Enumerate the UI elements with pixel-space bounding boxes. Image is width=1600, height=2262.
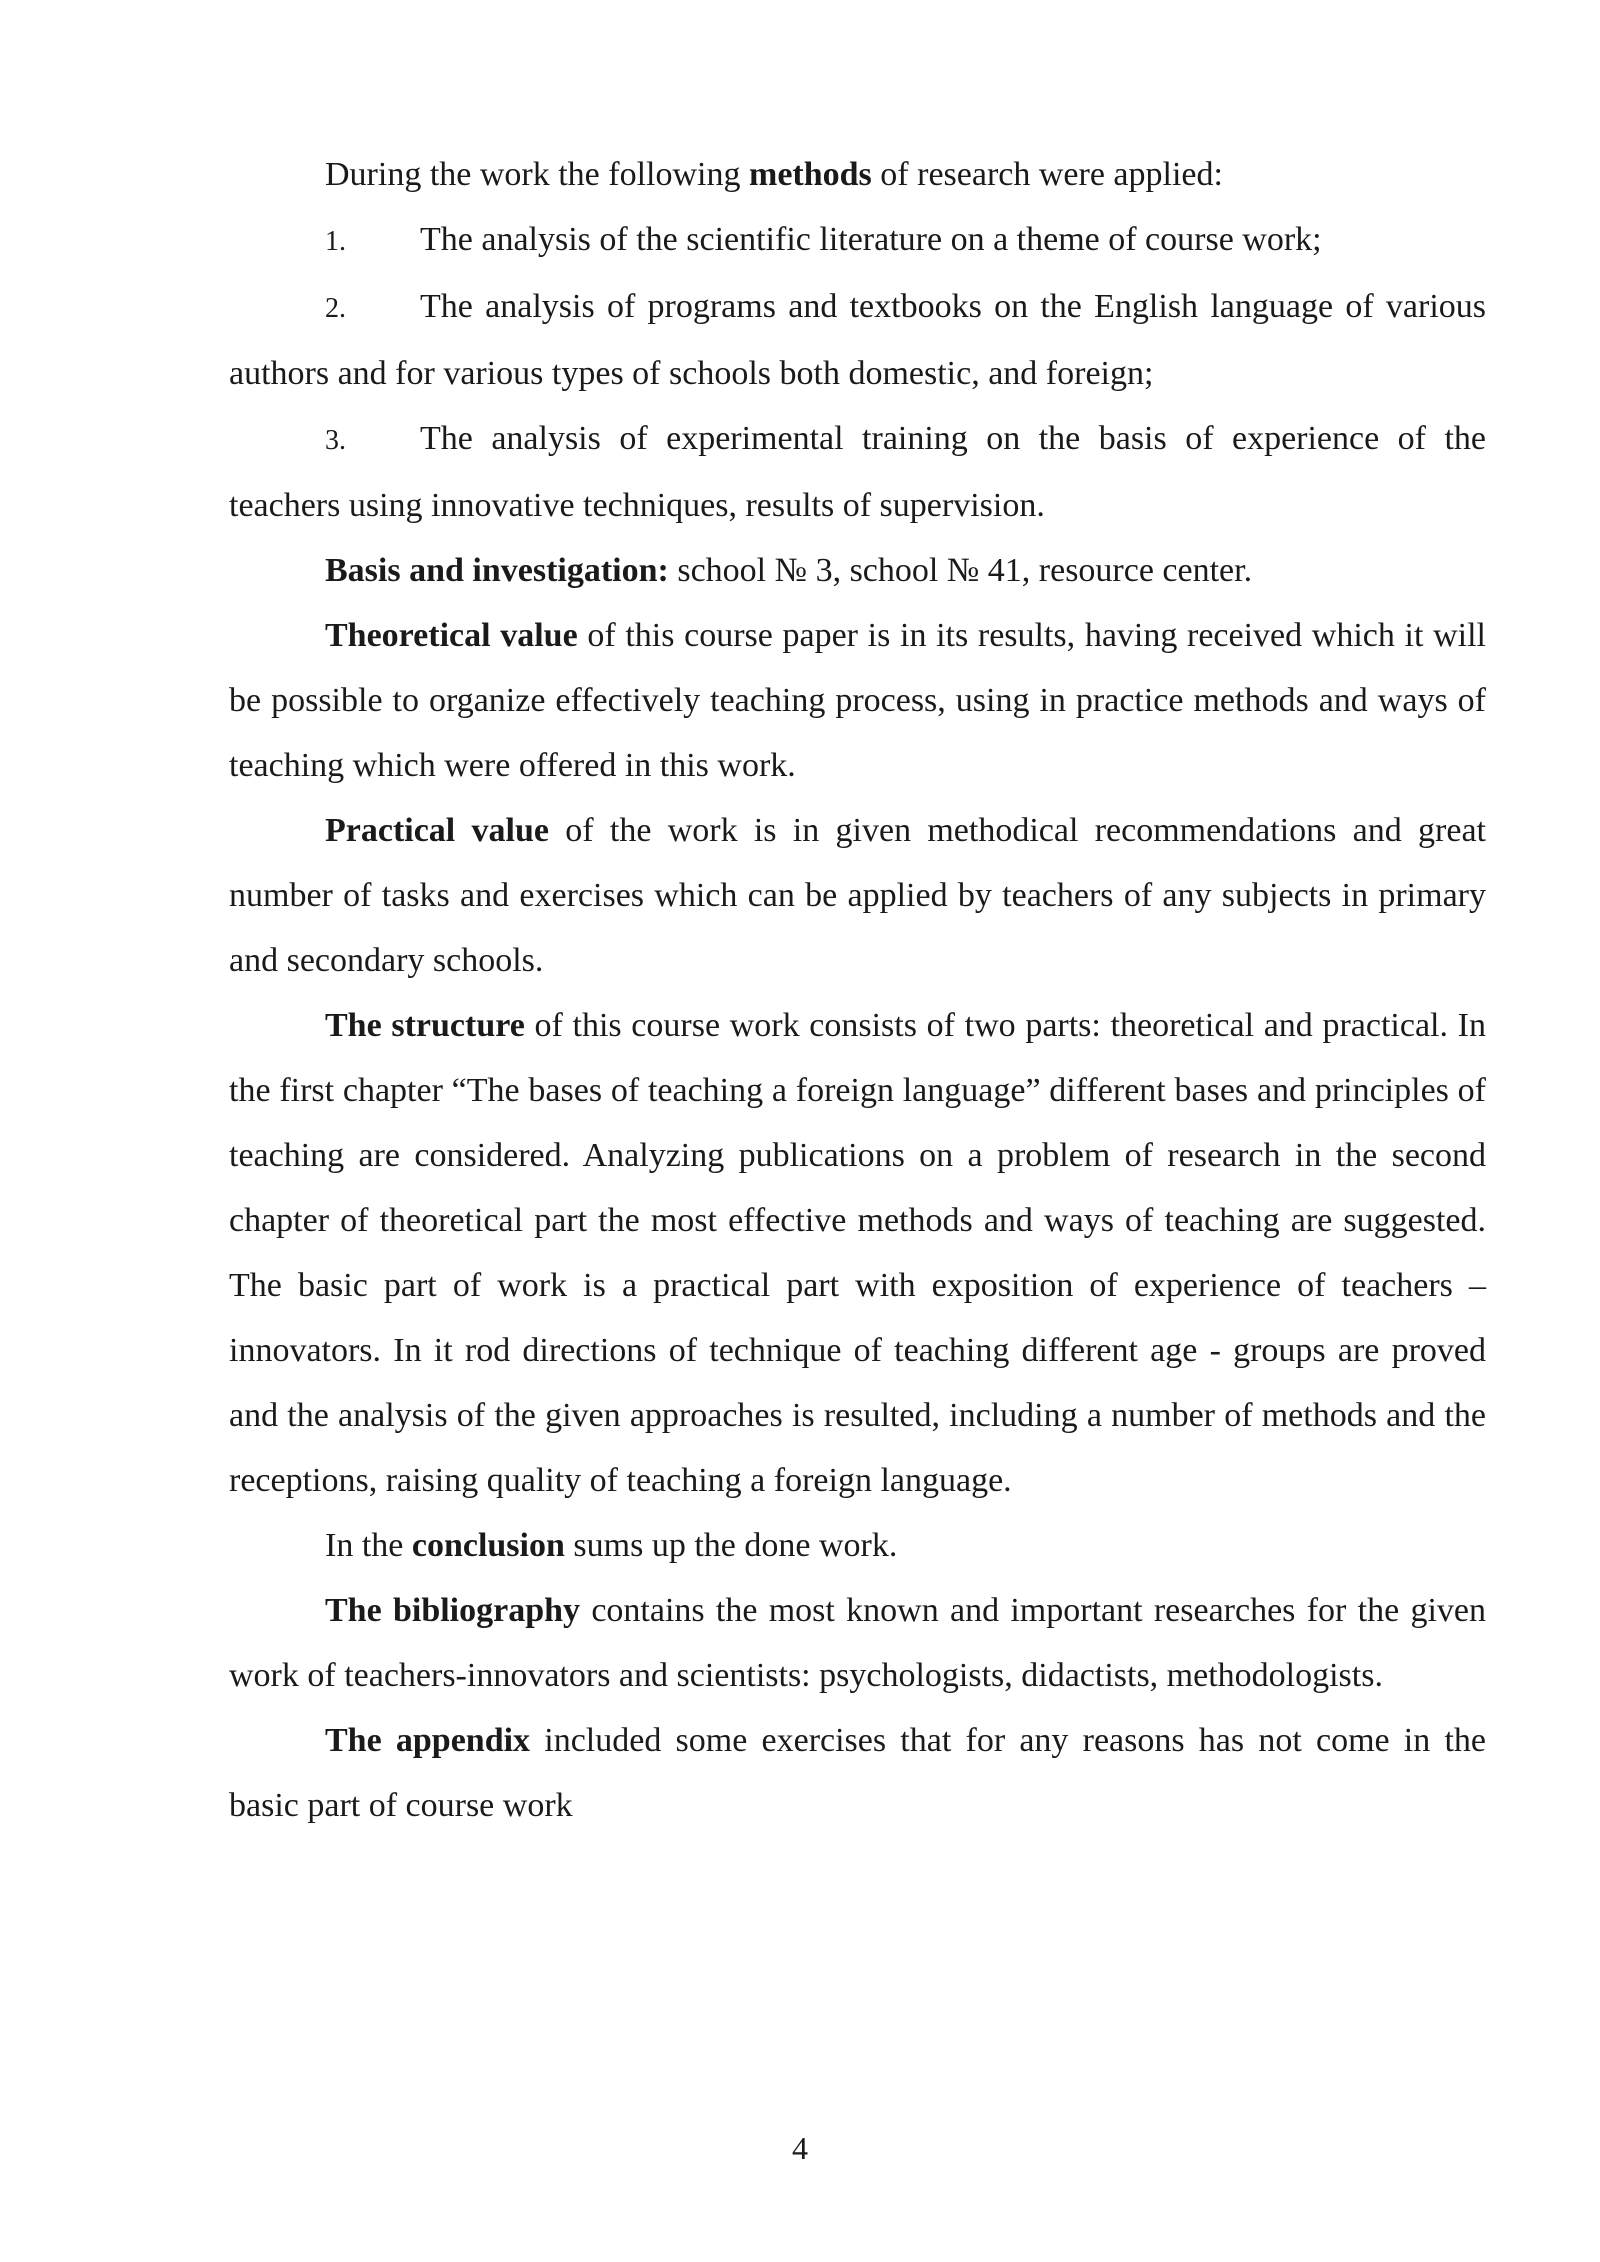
practical-value-heading: Practical value <box>325 812 549 849</box>
page-number: 4 <box>792 2130 808 2166</box>
list-item <box>229 274 1486 406</box>
bibliography-paragraph <box>229 1578 1486 1708</box>
intro-text-bold: methods <box>749 156 872 193</box>
conclusion-paragraph <box>229 1513 1486 1578</box>
bibliography-text: contains the most known and important researches for the given work of teachers-innovators and scientists: psychologists, didactists, methodologists. <box>229 1592 1486 1694</box>
list-number: 1. <box>325 226 346 257</box>
structure-text: of this course work consists of two parts: theoretical and practical. In the first chapter “The bases of teaching a foreign language” different bases and principles of teaching are considered. Analyzing publications on a problem of research in the second chapter of theoretical part the most effective methods and ways of teaching are suggested. The basic part of work is a practical part with exposition of experience of teachers – innovators. In it rod directions of technique of teaching different age - groups are proved and the analysis of the given approaches is resulted, including a number of methods and the receptions, raising quality of teaching a foreign language. <box>229 1007 1486 1499</box>
basis-heading: Basis and investigation: <box>325 552 669 589</box>
intro-paragraph <box>229 142 1486 207</box>
document-body <box>229 142 1486 1838</box>
theoretical-value-text: of this course paper is in its results, having received which it will be possible to organize effectively teaching process, using in practice methods and ways of teaching which were offered in this work. <box>229 617 1487 784</box>
list-text: The analysis of experimental training on the basis of experience of the teachers using innovative techniques, results of supervision. <box>229 420 1486 524</box>
list-number: 3. <box>325 425 346 456</box>
bibliography-heading: The bibliography <box>325 1592 581 1629</box>
list-number: 2. <box>325 293 346 324</box>
practical-value-paragraph <box>229 798 1486 993</box>
list-text: The analysis of programs and textbooks on the English language of various authors and for various types of schools both domestic, and foreign; <box>229 288 1486 392</box>
appendix-heading: The appendix <box>325 1722 531 1759</box>
appendix-paragraph <box>229 1708 1486 1838</box>
basis-paragraph <box>229 538 1486 603</box>
practical-value-text: of the work is in given methodical recommendations and great number of tasks and exercises which can be applied by teachers of any subjects in primary and secondary schools. <box>229 812 1486 979</box>
conclusion-heading: conclusion <box>411 1527 565 1564</box>
conclusion-text-pre: In the <box>325 1527 412 1564</box>
structure-heading: The structure <box>325 1007 525 1044</box>
intro-text-post: of research were applied: <box>871 156 1223 193</box>
theoretical-value-heading: Theoretical value <box>325 617 578 654</box>
list-item <box>229 406 1486 538</box>
basis-text: school № 3, school № 41, resource center. <box>668 552 1253 589</box>
theoretical-value-paragraph <box>229 603 1486 798</box>
appendix-text: included some exercises that for any reasons has not come in the basic part of course work <box>229 1722 1486 1824</box>
conclusion-text-post: sums up the done work. <box>564 1527 898 1564</box>
structure-paragraph <box>229 993 1486 1513</box>
list-text: The analysis of the scientific literature on a theme of course work; <box>420 221 1322 258</box>
intro-text-pre: During the work the following <box>325 156 749 193</box>
list-item <box>229 207 1486 274</box>
